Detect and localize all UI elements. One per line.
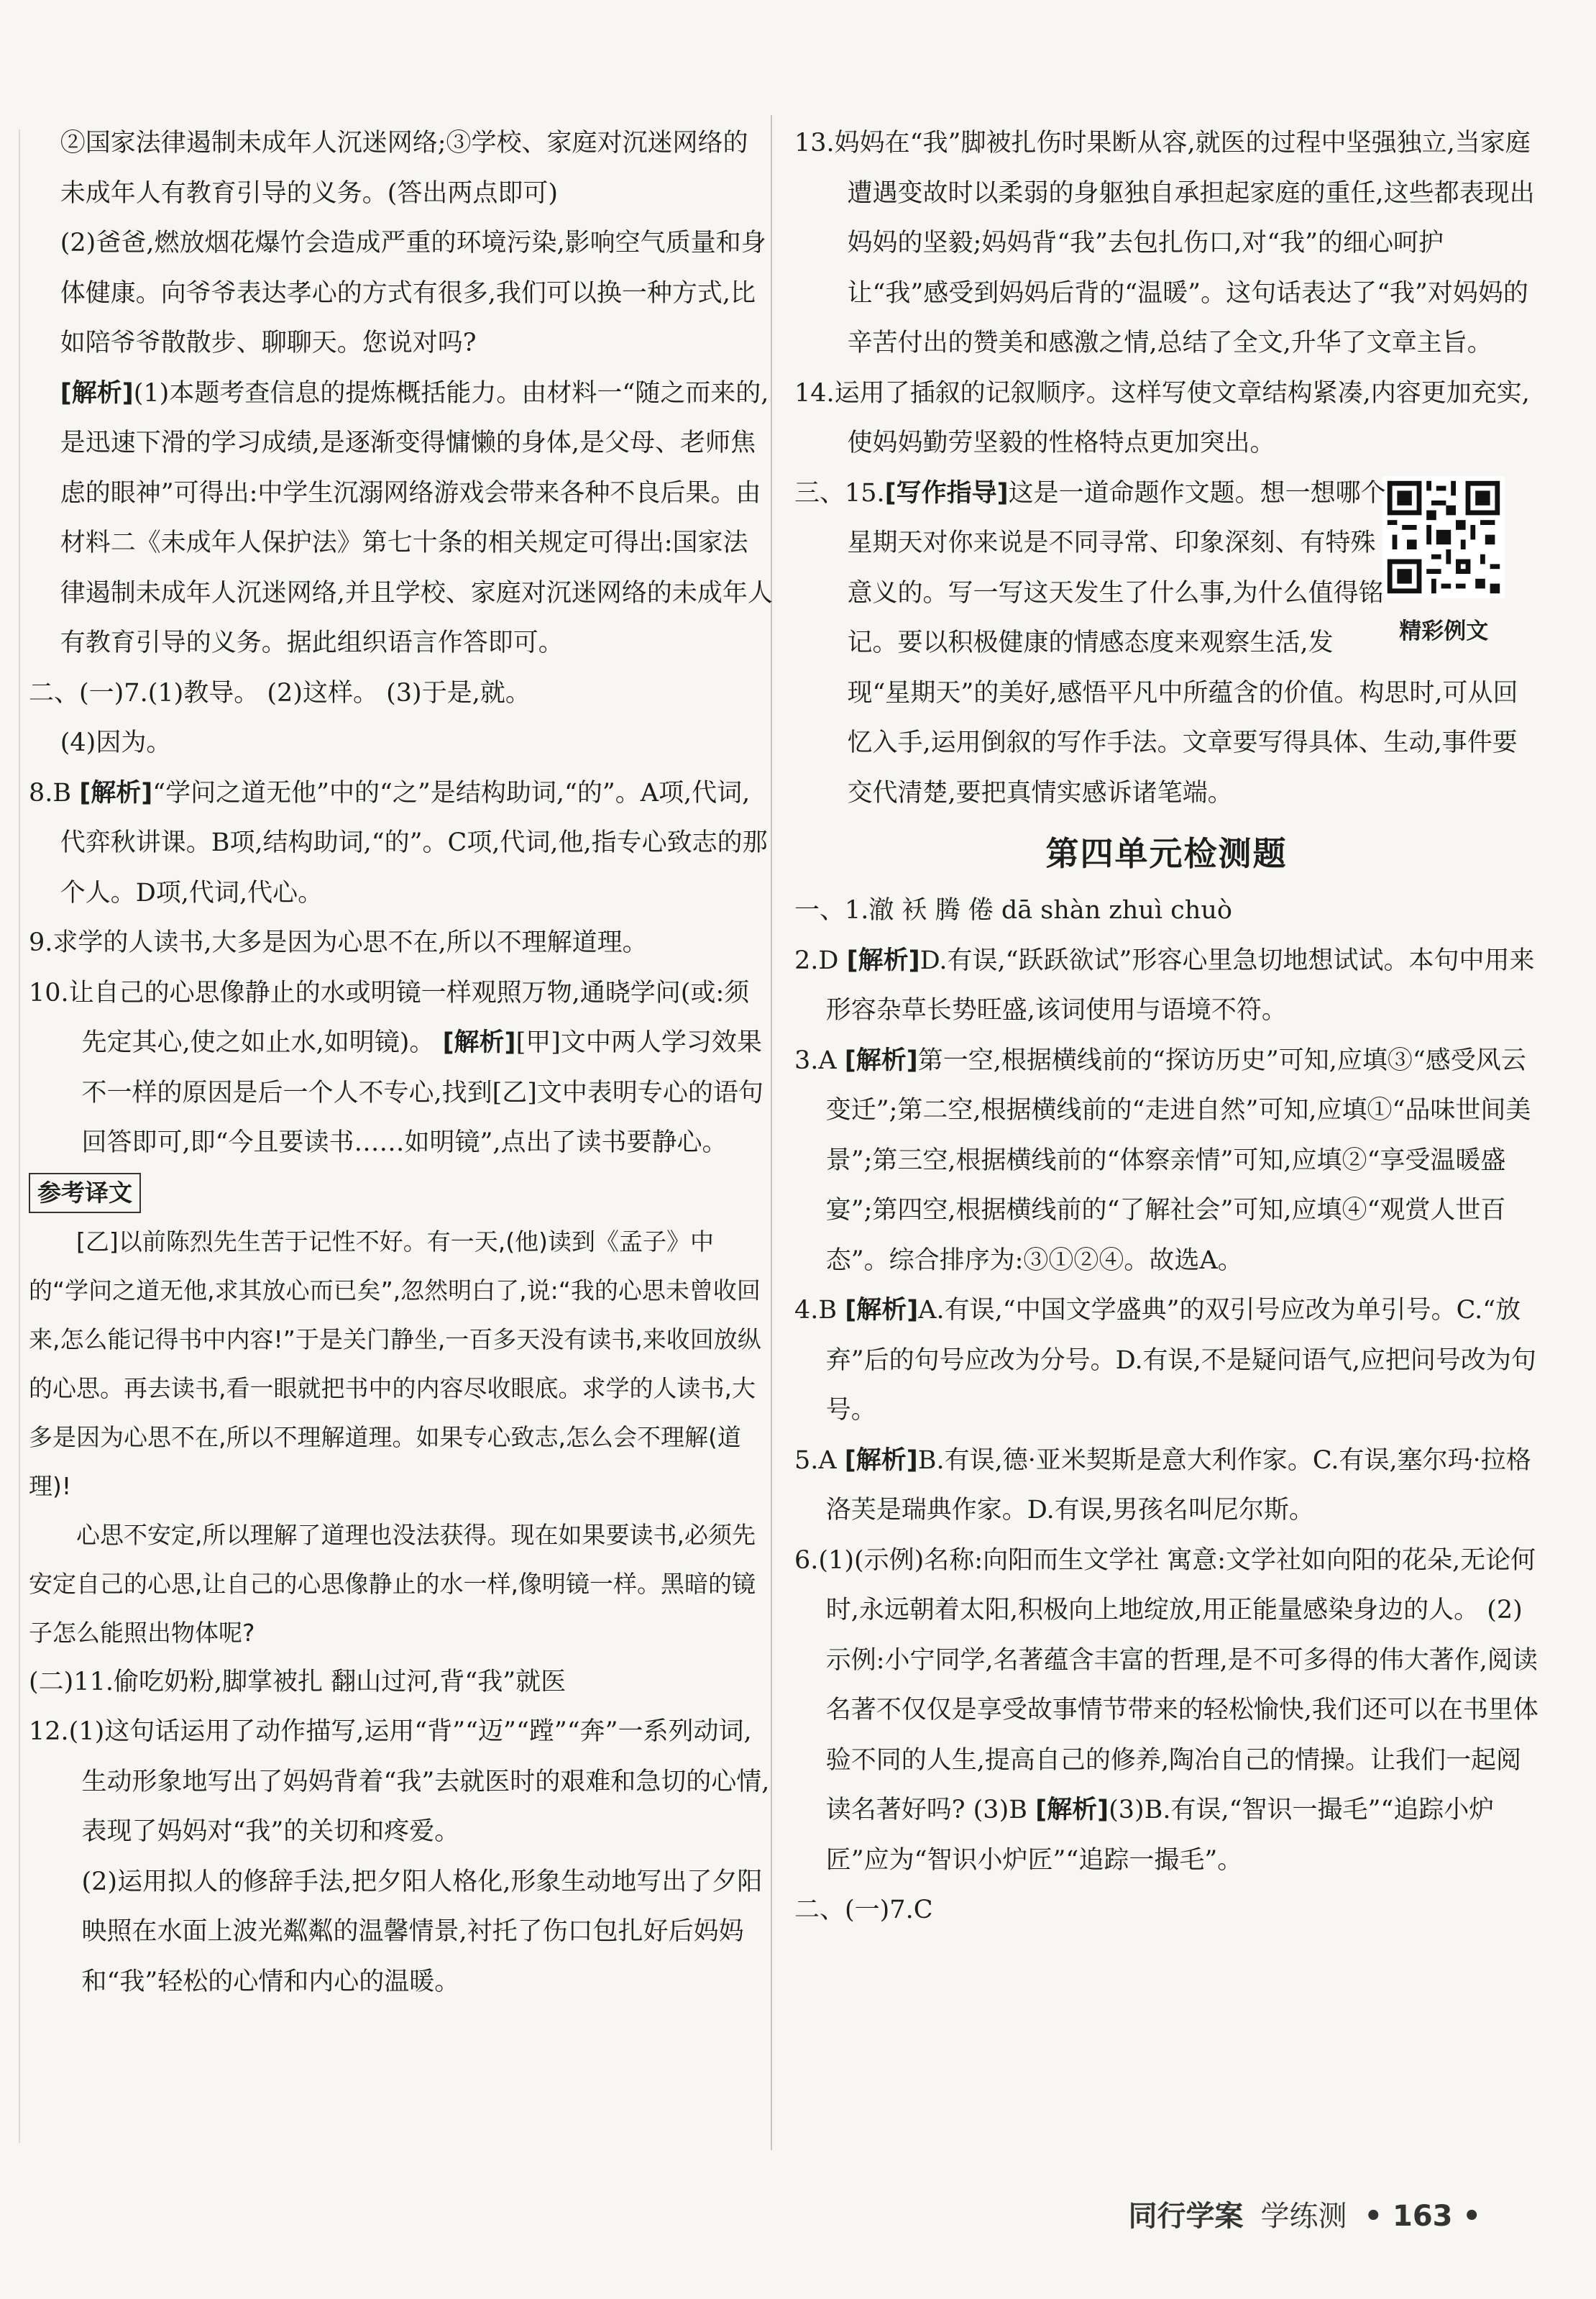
analysis-text: [甲]文中两人学习效果不一样的原因是后一个人不专心,找到[乙]文中表明专心的语句回答即可,即“今且要读书……如明镜”,点出了读书要静心。 <box>81 1028 763 1157</box>
item-lead: 8.B <box>29 778 80 808</box>
answer-item: 12.(1)这句话运用了动作描写,运用“背”“迈”“蹚”“奔”一系列动词,生动形象地写出了妈妈背着“我”去就医时的艰难和急切的心情,表现了妈妈对“我”的关切和疼爱。 <box>29 1717 770 1846</box>
analysis-tag: [解析] <box>60 378 134 408</box>
item-text: 6.(1)(示例)名称:向阳而生文学社 寓意:文学社如向阳的花朵,无论何时,永远朝着太阳,积极向上地绽放,用正能量感染身边的人。 (2)示例:小宁同学,名著蕴含丰富的哲理,是不可多得的伟大著作,阅读名著不仅仅是享受故事情节带来的轻松愉快,我们还可以在书里体验不同的人生,提高自己的修养,陶冶自己的情操。让我们一起阅读名著好吗? (3)B <box>794 1545 1538 1824</box>
analysis-text: D.有误,“跃跃欲试”形容心里急切地想试试。本句中用来形容杂草长势旺盛,该词使用与语境不符。 <box>825 946 1535 1025</box>
analysis-text: “学问之道无他”中的“之”是结构助词,“的”。A项,代词,代弈秋讲课。B项,结构助词,“的”。C项,代词,他,指专心致志的那个人。D项,代词,代心。 <box>60 778 768 908</box>
answer-item: 14.运用了插叙的记叙顺序。这样写使文章结构紧凑,内容更加充实,使妈妈勤劳坚毅的性格特点更加突出。 <box>794 378 1530 457</box>
answer-item <box>29 769 773 919</box>
analysis-tag: [解析] <box>844 1046 918 1075</box>
analysis-block <box>29 369 773 669</box>
answer-block: ②国家法律遏制未成年人沉迷网络;③学校、家庭对沉迷网络的未成年人有教育引导的义务。(答出两点即可) <box>60 129 748 208</box>
translation-paragraph: [乙]以前陈烈先生苦于记性不好。有一天,(他)读到《孟子》中的“学问之道无他,求其放心而已矣”,忽然明白了,说:“我的心思未曾收回来,怎么能记得书中内容!”于是关门静坐,一百多天没有读书,来收回放纵的心思。再去读书,看一眼就把书中的内容尽收眼底。求学的人读书,大多是因为心思不在,所以不理解道理。如果专心致志,怎么会不理解(道理)! <box>29 1227 761 1500</box>
analysis-tag: [解析] <box>844 1445 918 1475</box>
page-number: • 163 • <box>1364 2200 1481 2233</box>
answer-item: 13.妈妈在“我”脚被扎伤时果断从容,就医的过程中坚强独立,当家庭遭遇变故时以柔弱的身躯独自承担起家庭的重任,这些都表现出妈妈的坚毅;妈妈背“我”去包扎伤口,对“我”的细心呵护让“我”感受到妈妈后背的“温暖”。这句话表达了“我”对妈妈的辛苦付出的赞美和感激之情,总结了全文,升华了文章主旨。 <box>794 129 1535 357</box>
page-footer <box>1129 2193 1481 2234</box>
answer-line: 二、(一)7.(1)教导。 (2)这样。 (3)于是,就。 <box>29 678 531 708</box>
right-column <box>794 119 1538 1936</box>
answer-item: (2)运用拟人的修辞手法,把夕阳人格化,形象生动地写出了夕阳映照在水面上波光粼粼的温馨情景,衬托了伤口包扎好后妈妈和“我”轻松的心情和内心的温暖。 <box>81 1867 763 1996</box>
analysis-tag: [解析] <box>79 778 153 808</box>
qr-caption: 精彩例文 <box>1399 618 1489 644</box>
left-column <box>29 119 773 2007</box>
analysis-tag: [解析] <box>442 1028 516 1057</box>
analysis-text: (1)本题考查信息的提炼概括能力。由材料一“随之而来的,是迅速下滑的学习成绩,是逐渐变得慵懒的身体,是父母、老师焦虑的眼神”可得出:中学生沉溺网络游戏会带来各种不良后果。由材料二《未成年人保护法》第七十条的相关规定可得出:国家法律遏制未成年人沉迷网络,并且学校、家庭对沉迷网络的未成年人有教育引导的义务。据此组织语言作答即可。 <box>60 378 773 657</box>
answer-item: 9.求学的人读书,大多是因为心思不在,所以不理解道理。 <box>29 928 648 957</box>
qr-code-icon[interactable] <box>1382 476 1505 598</box>
analysis-text: B.有误,德·亚米契斯是意大利作家。C.有误,塞尔玛·拉格洛芙是瑞典作家。D.有误,男孩名叫尼尔斯。 <box>825 1445 1531 1525</box>
answer-item <box>29 969 773 1169</box>
unit-test-title: 第四单元检测题 <box>1045 834 1288 873</box>
translation-block <box>29 1169 773 1658</box>
answer-line: 二、(一)7.C <box>794 1896 933 1924</box>
answer-block: (2)爸爸,燃放烟花爆竹会造成严重的环境污染,影响空气质量和身体健康。向爷爷表达孝心的方式有很多,我们可以换一种方式,比如陪爷爷散散步、聊聊天。您说对吗? <box>60 229 766 357</box>
footer-series: 学练测 <box>1260 2200 1347 2233</box>
item-lead: 5.A <box>794 1445 845 1475</box>
translation-label: 参考译文 <box>29 1173 141 1213</box>
answer-item <box>794 1436 1538 1536</box>
answer-line: (4)因为。 <box>60 728 172 757</box>
answer-line: (二)11.偷吃奶粉,脚掌被扎 翻山过河,背“我”就医 <box>29 1667 567 1696</box>
analysis-text: 第一空,根据横线前的“探访历史”可知,应填③“感受风云变迁”;第二空,根据横线前的“走进自然”可知,应填①“品味世间美景”;第三空,根据横线前的“体察亲情”可知,应填②“享受温暖盛宴”;第四空,根据横线前的“了解社会”可知,应填④“观赏人世百态”。综合排序为:③①②④。故选A。 <box>825 1046 1531 1275</box>
analysis-tag: [解析] <box>845 1296 919 1325</box>
analysis-tag: [解析] <box>1035 1796 1109 1824</box>
item-lead: 2.D <box>794 946 847 975</box>
answer-item <box>794 1286 1538 1436</box>
writing-guide <box>794 469 1538 819</box>
analysis-text: A.有误,“中国文学盛典”的双引号应改为单引号。C.“放弃”后的句号应改为分号。D.有误,不是疑问语气,应把问号改为句号。 <box>825 1296 1536 1425</box>
translation-paragraph: 心思不安定,所以理解了道理也没法获得。现在如果要读书,必须先安定自己的心思,让自己的心思像静止的水一样,像明镜一样。黑暗的镜子怎么能照出物体呢? <box>29 1520 756 1647</box>
answer-line: 一、1.澈 袄 腾 倦 dā shàn zhuì chuò <box>794 896 1232 925</box>
analysis-tag: [解析] <box>846 946 920 975</box>
item-lead: 3.A <box>794 1046 845 1075</box>
writing-guide-text: 这是一道命题作文题。想一想哪个星期天对你来说是不同寻常、印象深刻、有特殊意义的。写一写这天发生了什么事,为什么值得铭记。要以积极健康的情感态度来观察生活,发现“星期天”的美好,感悟平凡中所蕴含的价值。构思时,可从回忆入手,运用倒叙的写作手法。文章要写得具体、生动,事件要交代清楚,要把真情实感诉诸笔端。 <box>847 478 1518 808</box>
answer-item <box>794 1536 1538 1886</box>
analysis-text: (3)B.有误,“智识一撮毛”“追踪小炉匠”应为“智识小炉匠”“追踪一撮毛”。 <box>825 1796 1495 1875</box>
writing-guide-tag: [写作指导] <box>884 478 1009 508</box>
left-margin-rule <box>19 129 20 2143</box>
item-lead: 三、15. <box>794 478 885 508</box>
answer-item <box>794 936 1538 1036</box>
item-text: 10.让自己的心思像静止的水或明镜一样观照万物,通晓学问(或:须先定其心,使之如止水,如明镜)。 <box>29 978 750 1057</box>
qr-code-block[interactable] <box>1399 476 1538 648</box>
footer-brand: 同行学案 <box>1128 2200 1244 2233</box>
answer-item <box>794 1036 1538 1286</box>
item-lead: 4.B <box>794 1296 845 1325</box>
